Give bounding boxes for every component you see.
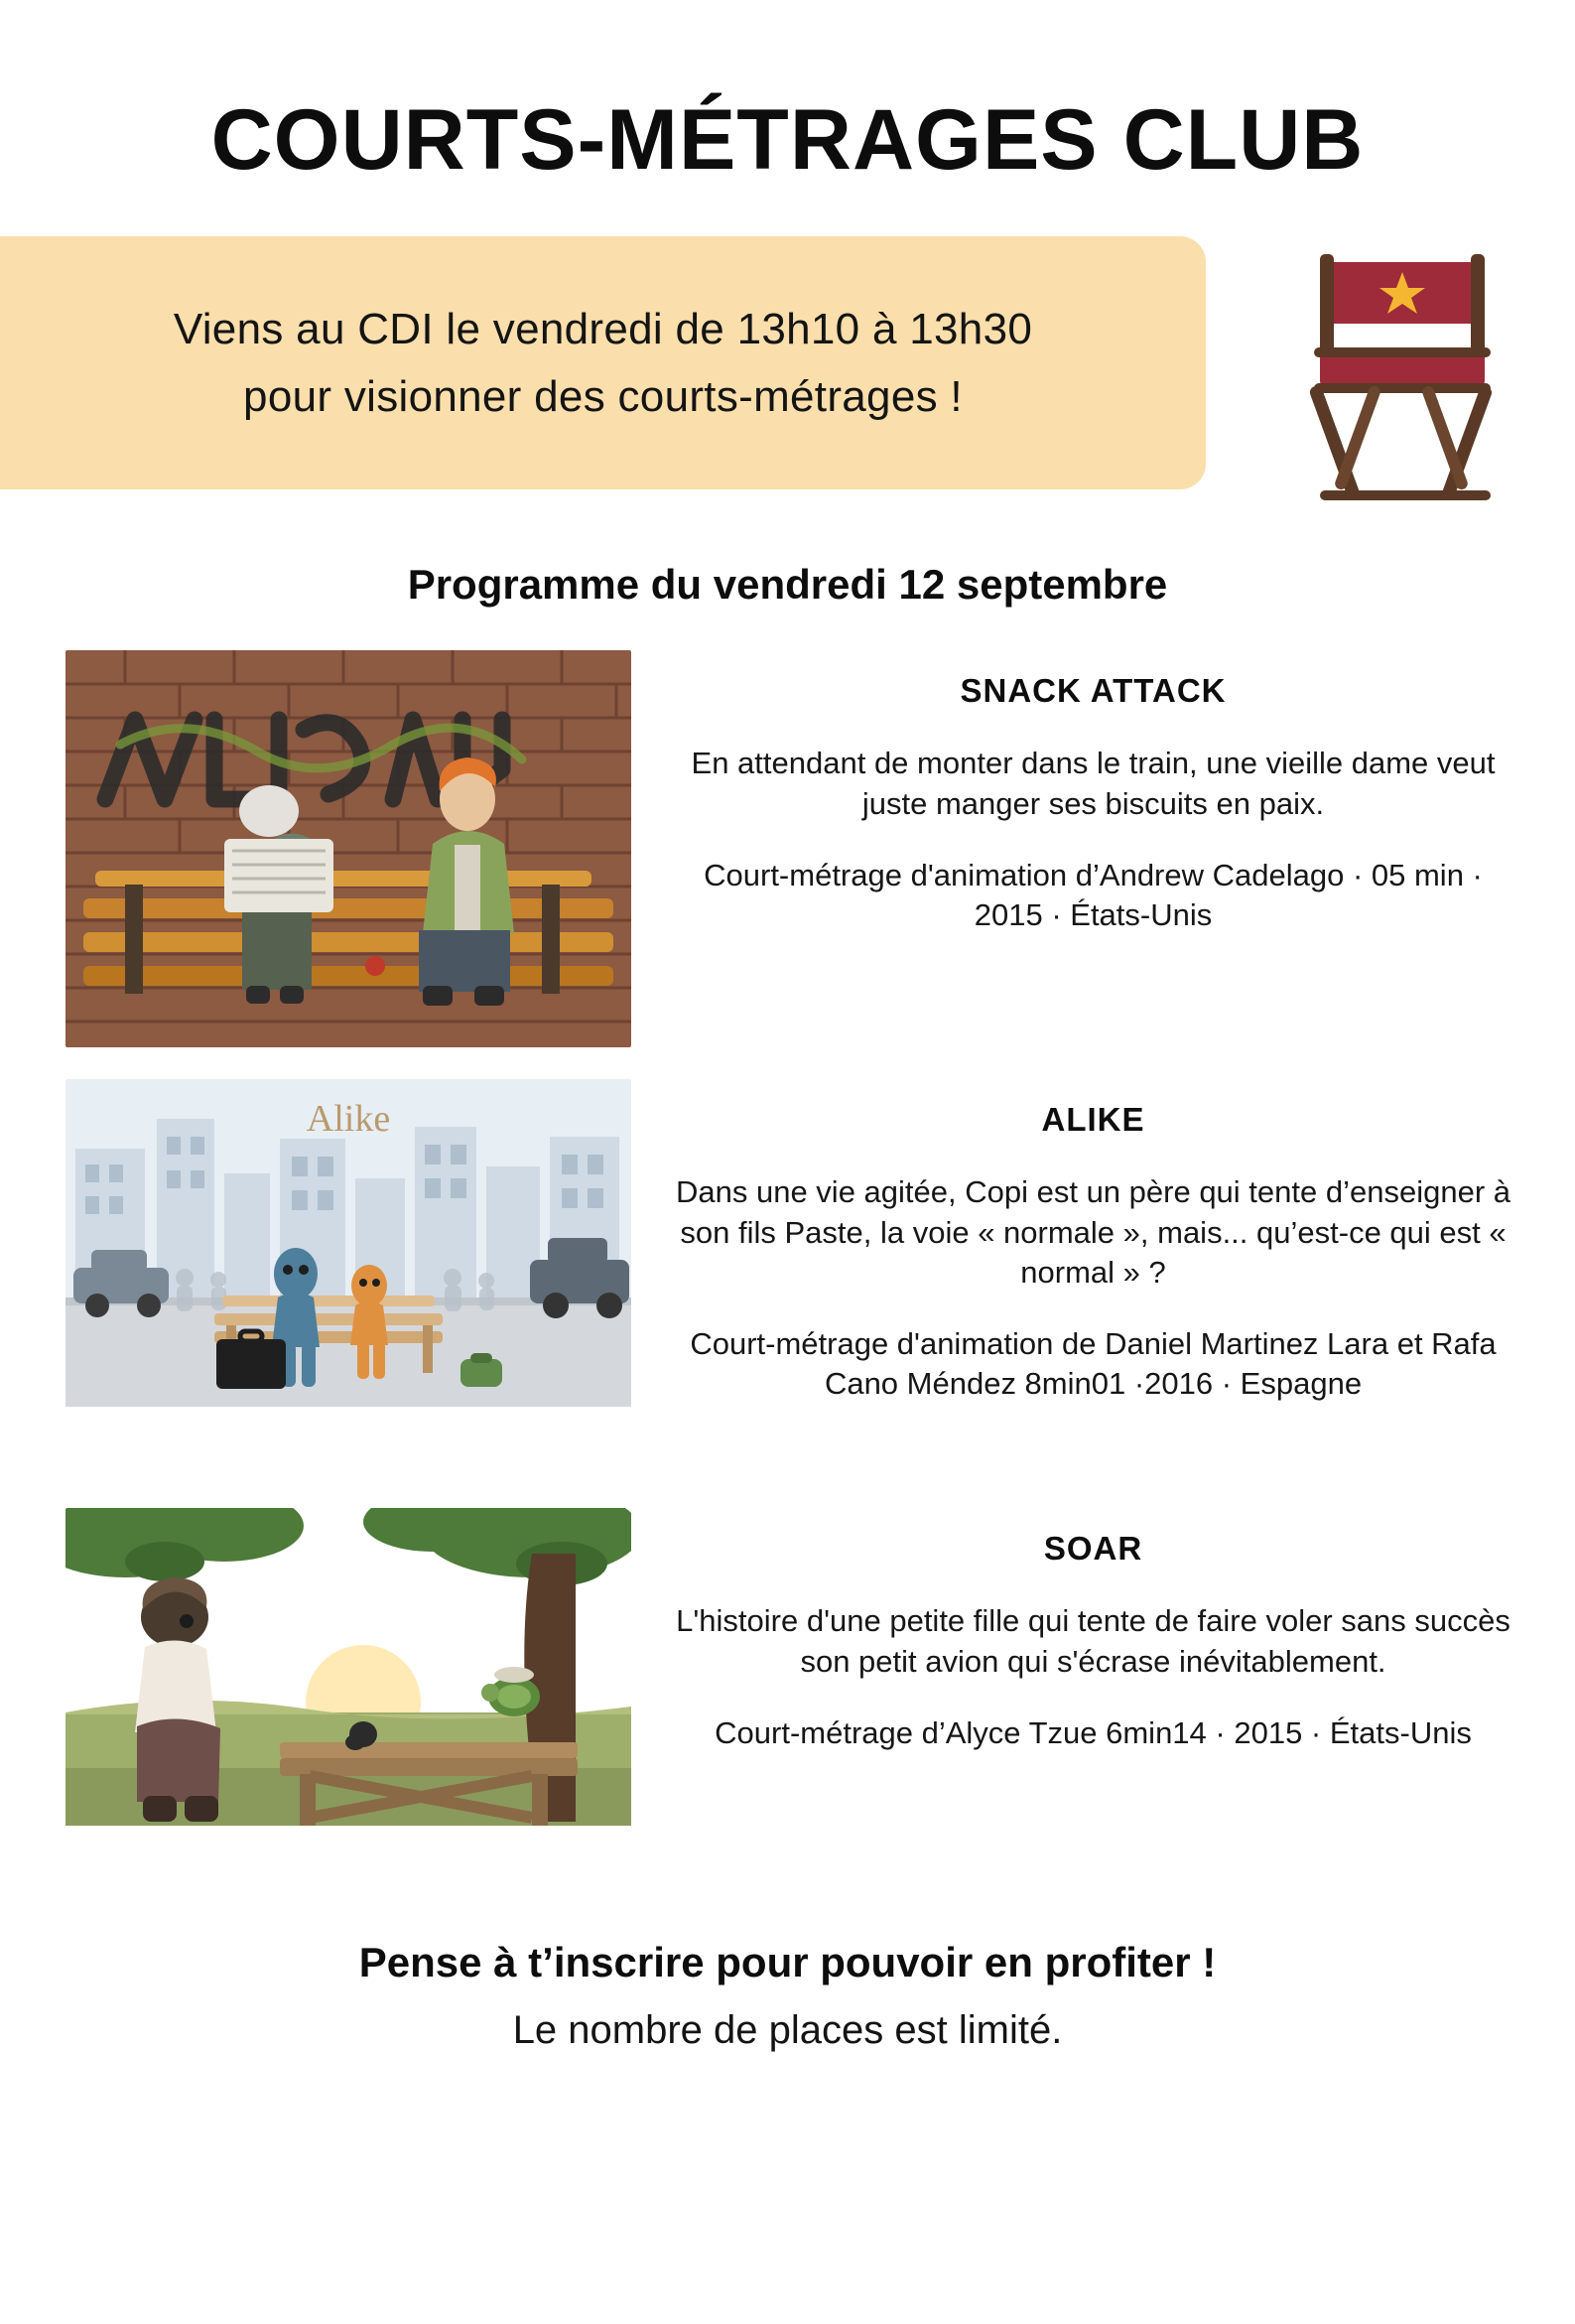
film-description: En attendant de monter dans le train, une vieille dame veut juste manger ses biscuits en paix. — [691, 746, 1496, 821]
soar-still — [66, 1508, 631, 1905]
film-title: ALIKE — [1041, 1101, 1145, 1139]
film-title: SOAR — [1043, 1530, 1143, 1568]
film-text-block — [631, 650, 1575, 935]
list-item — [0, 1079, 1575, 1476]
banner-line-1: Viens au CDI le vendredi de 13h10 à 13h30 — [173, 304, 1033, 353]
svg-text:Alike: Alike — [306, 1098, 391, 1141]
list-item — [0, 650, 1575, 1047]
film-text-block — [631, 1079, 1575, 1404]
film-credit: Court-métrage d’Alyce Tzue 6min14 · 2015 · États-Unis — [715, 1714, 1472, 1750]
info-banner — [0, 236, 1206, 489]
banner-line-2: pour visionner des courts-métrages ! — [243, 371, 963, 421]
film-text-block — [631, 1508, 1575, 1753]
film-description: L'histoire d'une petite fille qui tente de faire voler sans succès son petit avion qui s'écrase inévitablement. — [676, 1603, 1510, 1679]
footer-main-text: Pense à t’inscrire pour pouvoir en profiter ! — [358, 1939, 1217, 1986]
footer — [0, 1939, 1575, 2053]
film-description: Dans une vie agitée, Copi est un père qui tente d’enseigner à son fils Paste, la voie « normale », mais... qu’est-ce qui est « normal » ? — [675, 1174, 1510, 1290]
film-list — [0, 650, 1575, 1905]
film-credit: Court-métrage d'animation d’Andrew Cadelago · 05 min · 2015 · États-Unis — [704, 857, 1483, 933]
list-item — [0, 1508, 1575, 1905]
director-chair-icon — [1290, 244, 1528, 512]
banner-section — [0, 236, 1575, 499]
film-title: SNACK ATTACK — [960, 672, 1227, 710]
page-title: COURTS-MÉTRAGES CLUB — [210, 92, 1365, 188]
footer-sub-text: Le nombre de places est limité. — [512, 2008, 1063, 2053]
snack-attack-still — [66, 650, 631, 1047]
alike-still — [66, 1079, 631, 1476]
programme-heading: Programme du vendredi 12 septembre — [407, 561, 1168, 609]
film-credit: Court-métrage d'animation de Daniel Martinez Lara et Rafa Cano Méndez 8min01 ·2016 · Espagne — [690, 1326, 1497, 1402]
